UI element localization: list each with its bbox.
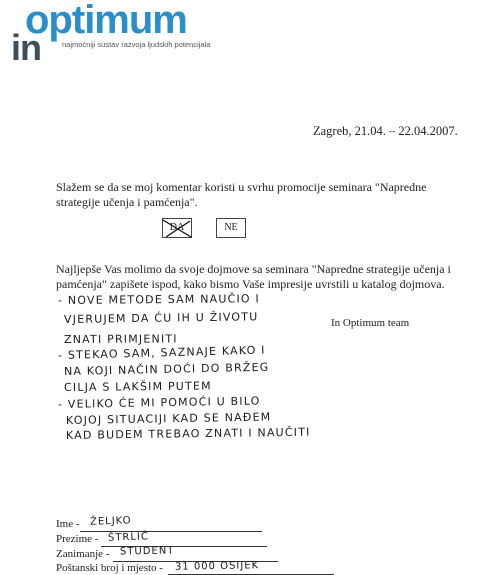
comment-line: VJERUJEM DA ĆU IH U ŽIVOTU [63,310,259,326]
consent-statement: Slažem se da se moj komentar koristi u svrhu promocije seminara "Napredne strategije učenja i pamćenja". [56,180,427,209]
option-no-label: NE [224,222,238,233]
comment-line: - NOVE METODE SAM NAUČIO I [57,292,260,307]
team-signature: In Optimum team [331,317,410,329]
comment-line: - VELIKO ĆE MI POMOĆI U BILO [57,394,261,411]
seminar-date: Zagreb, 21.04. – 22.04.2007. [313,124,458,138]
ime-value[interactable]: ŽELJKO [89,515,132,528]
comment-line: NA KOJI NAČIN DOĆI DO BRŽEG [63,360,270,378]
comment-line: CILJA S LAKŠIM PUTEM [63,379,212,394]
postanski-label: Poštanski broj i mjesto - [56,562,163,574]
comment-line: KAD BUDEM TREBAO ZNATI I NAUČITI [65,425,311,442]
zanimanje-value[interactable]: STUDENT [119,545,175,558]
prezime-value[interactable]: ŠTRLIĆ [107,531,150,544]
comment-line: ZNATI PRIMJENITI [63,332,178,346]
option-yes-box[interactable] [162,218,192,238]
logo-prefix: in [11,27,41,68]
prezime-label: Prezime - [56,533,99,545]
postanski-value[interactable]: 31 000 OSIJEK [174,560,260,573]
option-no-box[interactable] [216,218,246,238]
logo-tagline: najmoćniji sustav razvoja ljudskih potencijala [62,40,211,49]
logo-name: optimum [25,0,187,42]
comment-line: KOJOJ SITUACIJI KAD SE NAĐEM [65,410,272,427]
ime-label: Ime - [56,518,80,530]
zanimanje-label: Zanimanje - [56,548,110,560]
comment-line: - STEKAO SAM, SAZNAJE KAKO I [57,343,266,362]
cross-mark-icon [160,216,194,240]
feedback-request-text: Najljepše Vas molimo da svoje dojmove sa seminara "Napredne strategije učenja i pamćenja" zapišete ispod, kako bismo Vaše impresije uvrstili u katalog dojmova. [56,262,451,291]
option-yes-label: DA [169,222,185,233]
in-optimum-logo [11,0,221,68]
